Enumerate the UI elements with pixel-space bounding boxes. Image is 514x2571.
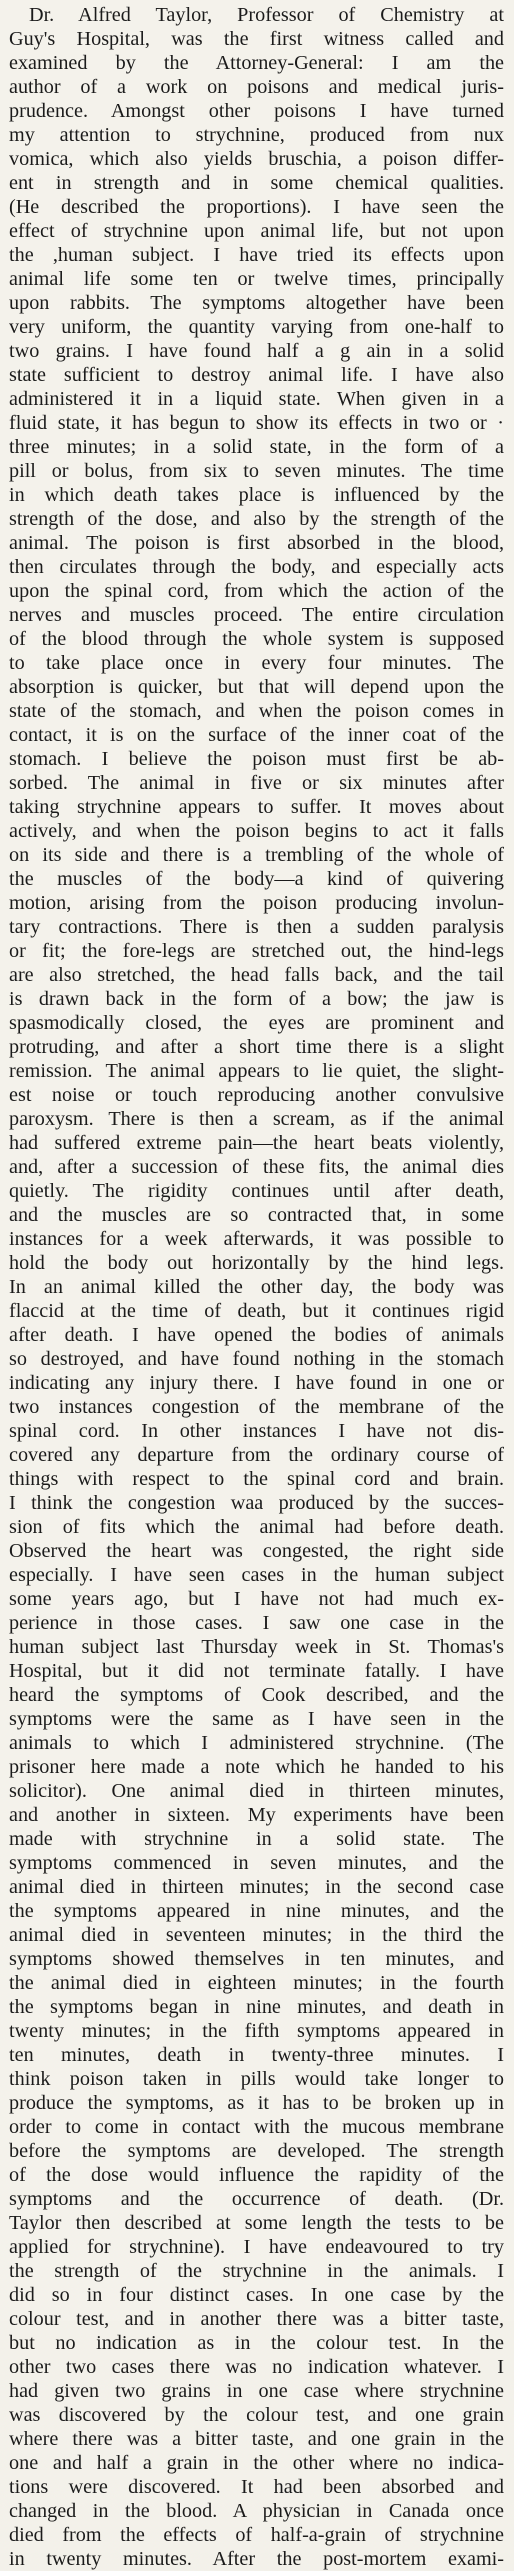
article-line: of the blood through the whole system is supposed bbox=[9, 628, 504, 650]
article-line: the symptoms appeared in nine minutes, and the bbox=[9, 1900, 504, 1922]
article-line: things with respect to the spinal cord and brain. bbox=[9, 1468, 504, 1490]
article-line: flaccid at the time of death, but it continues rigid bbox=[9, 1300, 504, 1322]
article-line: symptoms commenced in seven minutes, and the bbox=[9, 1852, 504, 1874]
article-line: administered it in a liquid state. When given in a bbox=[9, 388, 504, 410]
article-line: produce the symptoms, as it has to be broken up in bbox=[9, 2092, 504, 2114]
article-line: two instances congestion of the membrane of the bbox=[9, 1396, 504, 1418]
article-line: sorbed. The animal in five or six minutes after bbox=[9, 772, 504, 794]
article-line: paroxysm. There is then a scream, as if the animal bbox=[9, 1108, 504, 1130]
article-line: order to come in contact with the mucous membrane bbox=[9, 2116, 504, 2138]
article-line: animal died in seventeen minutes; in the third the bbox=[9, 1924, 504, 1946]
article-line: the animal died in eighteen minutes; in the fourth bbox=[9, 1972, 504, 1994]
article-text-column bbox=[9, 3, 504, 2571]
article-line: tions were discovered. It had been absorbed and bbox=[9, 2476, 504, 2498]
article-line: or fit; the fore-legs are stretched out, the hind-legs bbox=[9, 940, 504, 962]
article-line: actively, and when the poison begins to act it falls bbox=[9, 820, 504, 842]
article-line: (He described the proportions). I have seen the bbox=[9, 196, 504, 218]
article-line: examined by the Attorney-General: I am the bbox=[9, 52, 504, 74]
article-line: solicitor). One animal died in thirteen minutes, bbox=[9, 1780, 504, 1802]
article-line: died from the effects of half-a-grain of strychnine bbox=[9, 2524, 504, 2546]
article-line: Guy's Hospital, was the first witness called and bbox=[9, 28, 504, 50]
article-line: heard the symptoms of Cook described, and the bbox=[9, 1684, 504, 1706]
article-line: after death. I have opened the bodies of animals bbox=[9, 1324, 504, 1346]
article-line: In an animal killed the other day, the body was bbox=[9, 1276, 504, 1298]
article-line: animal life some ten or twelve times, principally bbox=[9, 268, 504, 290]
article-line: on its side and there is a trembling of the whole of bbox=[9, 844, 504, 866]
article-line: state of the stomach, and when the poison comes in bbox=[9, 700, 504, 722]
article-line: ent in strength and in some chemical qualities. bbox=[9, 172, 504, 194]
article-line: taking strychnine appears to suffer. It moves about bbox=[9, 796, 504, 818]
article-line: think poison taken in pills would take longer to bbox=[9, 2068, 504, 2090]
article-line: symptoms showed themselves in ten minutes, and bbox=[9, 1948, 504, 1970]
article-line: state sufficient to destroy animal life. I have also bbox=[9, 364, 504, 386]
article-line: spasmodically closed, the eyes are prominent and bbox=[9, 1012, 504, 1034]
article-line: where there was a bitter taste, and one grain in the bbox=[9, 2428, 504, 2450]
article-line: fluid state, it has begun to show its effects in two or · bbox=[9, 412, 504, 434]
article-line: was discovered by the colour test, and one grain bbox=[9, 2404, 504, 2426]
article-line: especially. I have seen cases in the human subject bbox=[9, 1564, 504, 1586]
article-line: is drawn back in the form of a bow; the jaw is bbox=[9, 988, 504, 1010]
article-line: so destroyed, and have found nothing in the stomach bbox=[9, 1348, 504, 1370]
article-line: indicating any injury there. I have found in one or bbox=[9, 1372, 504, 1394]
article-line: had suffered extreme pain—the heart beats violently, bbox=[9, 1132, 504, 1154]
article-line: very uniform, the quantity varying from one-half to bbox=[9, 316, 504, 338]
article-line: but no indication as in the colour test. In the bbox=[9, 2332, 504, 2354]
article-line: Taylor then described at some length the tests to be bbox=[9, 2212, 504, 2234]
article-line: Observed the heart was congested, the right side bbox=[9, 1540, 504, 1562]
article-line: est noise or touch reproducing another convulsive bbox=[9, 1084, 504, 1106]
article-line: the muscles of the body—a kind of quivering bbox=[9, 868, 504, 890]
article-line: upon rabbits. The symptoms altogether have been bbox=[9, 292, 504, 314]
article-line: I think the congestion waa produced by the succes- bbox=[9, 1492, 504, 1514]
article-line: effect of strychnine upon animal life, but not upon bbox=[9, 220, 504, 242]
article-line: nerves and muscles proceed. The entire circulation bbox=[9, 604, 504, 626]
article-line: absorption is quicker, but that will depend upon the bbox=[9, 676, 504, 698]
article-line: animal died in thirteen minutes; in the second case bbox=[9, 1876, 504, 1898]
article-line: some years ago, but I have not had much ex- bbox=[9, 1588, 504, 1610]
article-line: instances for a week afterwards, it was possible to bbox=[9, 1228, 504, 1250]
article-line: ten minutes, death in twenty-three minutes. I bbox=[9, 2044, 504, 2066]
article-line: my attention to strychnine, produced from nux bbox=[9, 124, 504, 146]
article-line: prisoner here made a note which he handed to his bbox=[9, 1756, 504, 1778]
article-line: motion, arising from the poison producing involun- bbox=[9, 892, 504, 914]
article-line: are also stretched, the head falls back, and the tail bbox=[9, 964, 504, 986]
article-line: had given two grains in one case where strychnine bbox=[9, 2380, 504, 2402]
article-line: other two cases there was no indication whatever. I bbox=[9, 2356, 504, 2378]
article-line: remission. The animal appears to lie quiet, the slight- bbox=[9, 1060, 504, 1082]
article-line: did so in four distinct cases. In one case by the bbox=[9, 2284, 504, 2306]
article-line: vomica, which also yields bruschia, a poison differ- bbox=[9, 148, 504, 170]
article-line: the ,human subject. I have tried its effects upon bbox=[9, 244, 504, 266]
article-line: symptoms and the occurrence of death. (Dr. bbox=[9, 2188, 504, 2210]
article-line: human subject last Thursday week in St. Thomas's bbox=[9, 1636, 504, 1658]
article-line: Hospital, but it did not terminate fatally. I have bbox=[9, 1660, 504, 1682]
article-line: perience in those cases. I saw one case in the bbox=[9, 1612, 504, 1634]
article-line: protruding, and after a short time there is a slight bbox=[9, 1036, 504, 1058]
article-line: applied for strychnine). I have endeavoured to try bbox=[9, 2236, 504, 2258]
article-line: one and half a grain in the other where no indica- bbox=[9, 2452, 504, 2474]
article-line: changed in the blood. A physician in Canada once bbox=[9, 2500, 504, 2522]
article-line: and another in sixteen. My experiments have been bbox=[9, 1804, 504, 1826]
article-line: and, after a succession of these fits, the animal dies bbox=[9, 1156, 504, 1178]
article-line: animal. The poison is first absorbed in the blood, bbox=[9, 532, 504, 554]
article-line: sion of fits which the animal had before death. bbox=[9, 1516, 504, 1538]
article-line: stomach. I believe the poison must first be ab- bbox=[9, 748, 504, 770]
article-line: prudence. Amongst other poisons I have turned bbox=[9, 100, 504, 122]
article-line: quietly. The rigidity continues until after death, bbox=[9, 1180, 504, 1202]
article-line: covered any departure from the ordinary course of bbox=[9, 1444, 504, 1466]
article-line: symptoms were the same as I have seen in the bbox=[9, 1708, 504, 1730]
article-line: in which death takes place is influenced by the bbox=[9, 484, 504, 506]
article-line: of the dose would influence the rapidity of the bbox=[9, 2164, 504, 2186]
article-line: three minutes; in a solid state, in the form of a bbox=[9, 436, 504, 458]
article-line: pill or bolus, from six to seven minutes. The time bbox=[9, 460, 504, 482]
article-line: two grains. I have found half a g ain in a solid bbox=[9, 340, 504, 362]
article-line: strength of the dose, and also by the strength of the bbox=[9, 508, 504, 530]
article-line: twenty minutes; in the fifth symptoms appeared in bbox=[9, 2020, 504, 2042]
article-line: then circulates through the body, and especially acts bbox=[9, 556, 504, 578]
article-line: hold the body out horizontally by the hind legs. bbox=[9, 1252, 504, 1274]
article-line: colour test, and in another there was a bitter taste, bbox=[9, 2308, 504, 2330]
article-line: to take place once in every four minutes. The bbox=[9, 652, 504, 674]
article-line: the strength of the strychnine in the animals. I bbox=[9, 2260, 504, 2282]
article-line: Dr. Alfred Taylor, Professor of Chemistry at bbox=[29, 4, 504, 26]
article-line: spinal cord. In other instances I have not dis- bbox=[9, 1420, 504, 1442]
article-line: contact, it is on the surface of the inner coat of the bbox=[9, 724, 504, 746]
article-line: tary contractions. There is then a sudden paralysis bbox=[9, 916, 504, 938]
article-line: and the muscles are so contracted that, in some bbox=[9, 1204, 504, 1226]
article-line: in twenty minutes. After the post-mortem exami- bbox=[9, 2548, 504, 2570]
article-line: upon the spinal cord, from which the action of the bbox=[9, 580, 504, 602]
article-line: before the symptoms are developed. The strength bbox=[9, 2140, 504, 2162]
article-line: made with strychnine in a solid state. The bbox=[9, 1828, 504, 1850]
article-line: animals to which I administered strychnine. (The bbox=[9, 1732, 504, 1754]
article-line: author of a work on poisons and medical juris- bbox=[9, 76, 504, 98]
article-line: the symptoms began in nine minutes, and death in bbox=[9, 1996, 504, 2018]
